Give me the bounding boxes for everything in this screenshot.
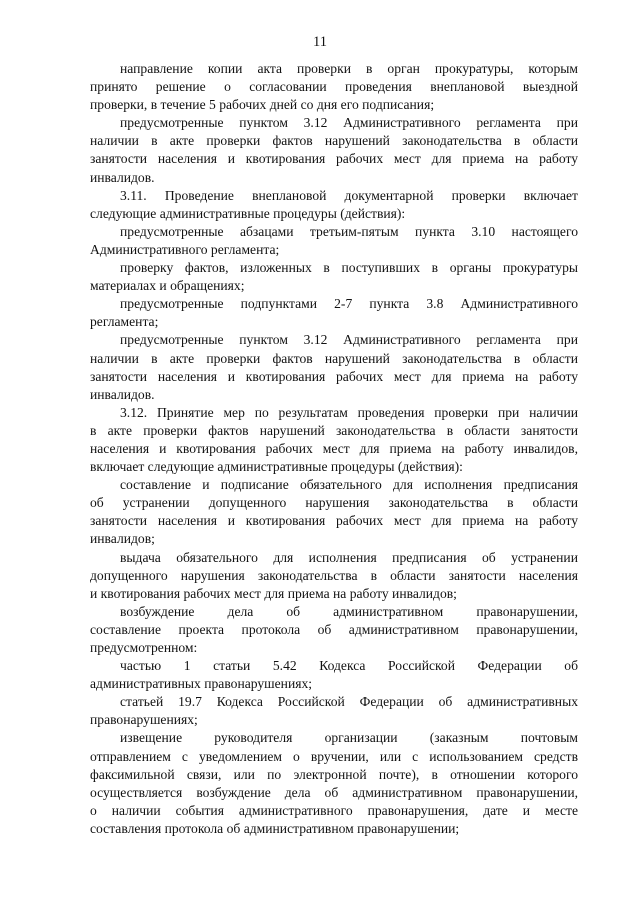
text-line: предусмотренные пунктом 3.12 Административного регламента при: [120, 332, 578, 348]
text-line: занятости населения и квотирования рабочих мест для приема на работу: [90, 513, 578, 529]
text-line: материалах и обращениях;: [90, 278, 245, 294]
text-line: статьей 19.7 Кодекса Российской Федерации об административных: [120, 694, 578, 710]
text-line: в акте проверки фактов нарушений законодательства в области занятости: [90, 422, 578, 438]
text-line: составление проекта протокола об административном правонарушении,: [90, 621, 578, 637]
text-line: следующие административные процедуры (действия):: [90, 205, 406, 221]
text-line: проверку фактов, изложенных в поступивших в органы прокуратуры: [120, 260, 578, 276]
page-number: 11: [313, 34, 327, 50]
text-line: составление и подписание обязательного для исполнения предписания: [120, 477, 578, 493]
text-line: занятости населения и квотирования рабочих мест для приема на работу: [90, 151, 578, 167]
text-line: населения и квотирования рабочих мест для приема на работу инвалидов,: [90, 440, 578, 456]
text-line: факсимильной связи, или по электронной почте), в отношении которого: [90, 766, 578, 782]
text-line: инвалидов.: [90, 386, 155, 402]
text-line: включает следующие административные процедуры (действия):: [90, 459, 463, 475]
text-line: инвалидов.: [90, 169, 155, 185]
text-line: Административного регламента;: [90, 241, 280, 257]
text-line: административных правонарушениях;: [90, 676, 313, 692]
text-line: проверки, в течение 5 рабочих дней со дня его подписания;: [90, 97, 435, 113]
text-line: 3.12. Принятие мер по результатам проведения проверки при наличии: [120, 404, 578, 420]
text-line: предусмотренные абзацами третьим-пятым пункта 3.10 настоящего: [120, 223, 578, 239]
text-line: занятости населения и квотирования рабочих мест для приема на работу: [90, 368, 578, 384]
text-line: наличии в акте проверки фактов нарушений законодательства в области: [90, 133, 578, 149]
text-line: допущенного нарушения законодательства в области занятости населения: [90, 567, 578, 583]
text-line: инвалидов;: [90, 531, 155, 547]
text-line: извещение руководителя организации (заказным почтовым: [120, 730, 578, 746]
text-line: правонарушениях;: [90, 712, 198, 728]
text-line: принято решение о согласовании проведения внеплановой выездной: [90, 79, 578, 95]
text-line: наличии в акте проверки фактов нарушений законодательства в области: [90, 350, 578, 366]
text-line: осуществляется возбуждение дела об административном правонарушении,: [90, 784, 578, 800]
text-line: и квотирования рабочих мест для приема на работу инвалидов;: [90, 585, 457, 601]
document-body: [90, 60, 578, 838]
text-line: о наличии события административного правонарушения, дате и месте: [90, 802, 578, 818]
text-line: частью 1 статьи 5.42 Кодекса Российской Федерации об: [120, 658, 578, 674]
text-line: составления протокола об административном правонарушении;: [90, 820, 460, 836]
text-line: предусмотренные пунктом 3.12 Административного регламента при: [120, 115, 578, 131]
text-line: отправлением с уведомлением о вручении, или с использованием средств: [90, 748, 578, 764]
text-line: регламента;: [90, 314, 159, 330]
text-line: возбуждение дела об административном правонарушении,: [120, 603, 578, 619]
text-line: направление копии акта проверки в орган прокуратуры, которым: [120, 61, 578, 76]
text-line: об устранении допущенного нарушения законодательства в области: [90, 495, 578, 511]
text-line: 3.11. Проведение внеплановой документарной проверки включает: [120, 187, 578, 203]
text-line: предусмотренном:: [90, 640, 198, 655]
text-line: предусмотренные подпунктами 2-7 пункта 3.8 Административного: [120, 296, 578, 312]
text-line: выдача обязательного для исполнения предписания об устранении: [120, 549, 578, 565]
